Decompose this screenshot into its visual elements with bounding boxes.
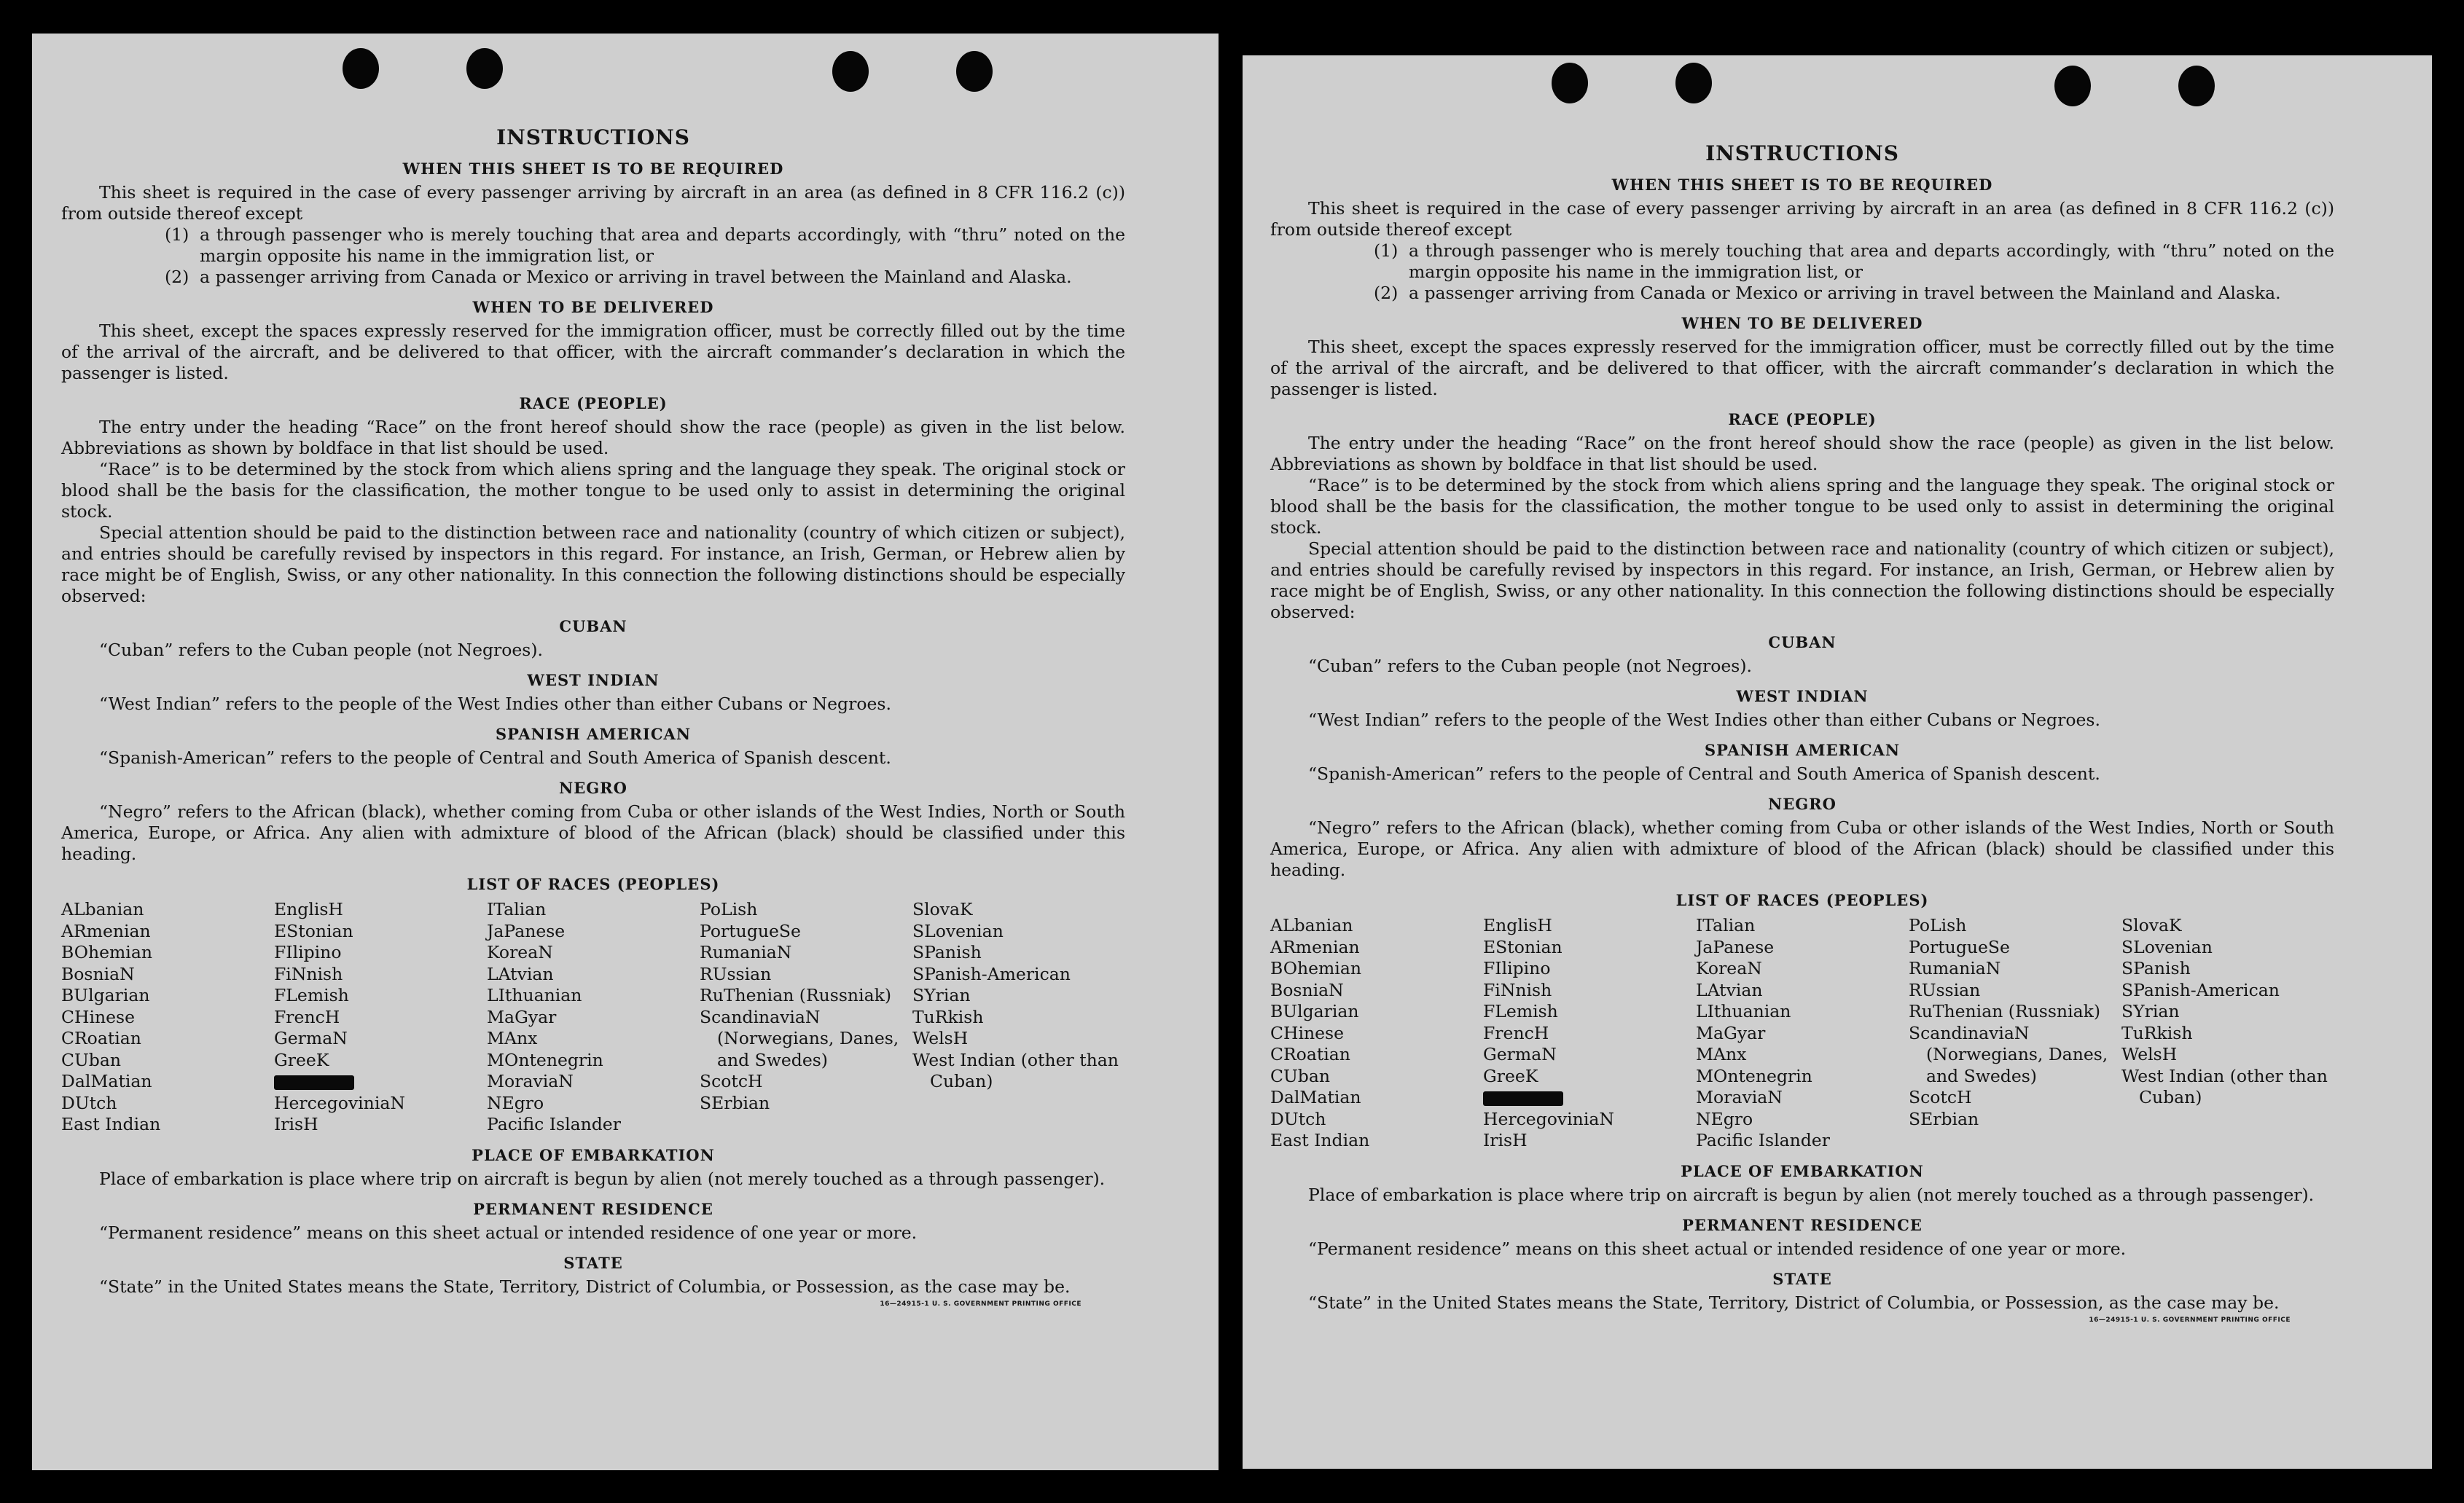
race-entry: ALbanian: [1270, 915, 1353, 935]
race-entry: EStonian: [1483, 936, 1563, 957]
race-entry: JaPanese: [1696, 936, 1775, 957]
race-column: [1270, 915, 1483, 1152]
cuban-text: “Cuban” refers to the Cuban people (not Negroes).: [99, 640, 544, 660]
delivered-heading: WHEN TO BE DELIVERED: [472, 298, 714, 316]
race-paragraph: Special attention should be paid to the distinction between race and nationality (country of which citizen or subject), and entries should be carefully revised by inspectors in this regard. For instance, an Irish, German, or Hebrew alien by race might be of English, Swiss, or any other nationality. In this connection the following distinctions should be especially observed:: [61, 522, 1125, 606]
race-entry: MoraviaN: [487, 1071, 574, 1091]
state-text: “State” in the United States means the State, Territory, District of Columbia, or Possession, as the case may be.: [99, 1276, 1071, 1297]
negro-text: “Negro” refers to the African (black), whether coming from Cuba or other islands of the West Indies, North or South America, Europe, or Africa. Any alien with admixture of blood of the African (black) should be classified under this heading.: [1270, 817, 2334, 880]
race-entry: EnglisH: [1483, 915, 1552, 935]
spanish-american-heading: SPANISH AMERICAN: [495, 725, 692, 743]
race-entry: PoLish: [1909, 915, 1967, 935]
exception-item: (1) a through passenger who is merely touching that area and departs accordingly, with “thru” noted on the margin opposite his name in the immigration list, or: [1374, 240, 2334, 282]
race-entry: RumaniaN: [700, 942, 792, 962]
instructions-body: [1270, 141, 2334, 1324]
west-indian-heading: WEST INDIAN: [527, 671, 660, 689]
race-entry: SYrian: [2121, 1001, 2180, 1021]
race-entry: MAnx: [1696, 1044, 1747, 1064]
race-entry: SPanish-American: [2121, 979, 2280, 1000]
punch-hole: [956, 51, 993, 92]
race-entry: GermaN: [1483, 1044, 1557, 1064]
printer-imprint: 16—24915-1 U. S. GOVERNMENT PRINTING OFFICE: [2089, 1316, 2291, 1324]
embarkation-text: Place of embarkation is place where trip on aircraft is begun by alien (not merely touched as a through passenger).: [1308, 1184, 2315, 1205]
exception-item: (2) a passenger arriving from Canada or Mexico or arriving in travel between the Mainland and Alaska.: [165, 267, 1072, 287]
race-column: [1696, 915, 1909, 1152]
race-entry: MAnx: [487, 1028, 538, 1048]
instructions-title: INSTRUCTIONS: [496, 125, 690, 149]
race-entry: CHinese: [1270, 1022, 1344, 1043]
race-entry: WelsH: [2121, 1044, 2178, 1064]
state-heading: STATE: [563, 1253, 623, 1272]
negro-heading: NEGRO: [1768, 795, 1837, 813]
race-entry: MOntenegrin: [1696, 1065, 1812, 1086]
race-entry: GreeK: [1483, 1065, 1538, 1086]
race-paragraph: The entry under the heading “Race” on the front hereof should show the race (people) as given in the list below. Abbreviations as shown by boldface in that list should be used.: [61, 417, 1125, 458]
race-entry: GreeK: [274, 1049, 329, 1070]
residence-heading: PERMANENT RESIDENCE: [1682, 1215, 1923, 1234]
delivered-text: This sheet, except the spaces expressly reserved for the immigration officer, must be correctly filled out by the time of the arrival of the aircraft, and be delivered to that officer, with the aircraft commander’s declaration in which the passenger is listed.: [1270, 337, 2334, 399]
race-entry: CRoatian: [1270, 1044, 1350, 1064]
embarkation-text: Place of embarkation is place where trip on aircraft is begun by alien (not merely touched as a through passenger).: [99, 1168, 1106, 1189]
race-entry: BosniaN: [61, 963, 135, 984]
race-paragraph: “Race” is to be determined by the stock from which aliens spring and the language they speak. The original stock or blood shall be the basis for the classification, the mother tongue to be used only to assist in determining the original stock.: [61, 459, 1125, 522]
race-entry: DUtch: [61, 1092, 117, 1113]
race-entry: FiNnish: [274, 963, 343, 984]
race-entry: West Indian (other than Cuban): [912, 1049, 1119, 1091]
race-heading: RACE (PEOPLE): [519, 394, 668, 412]
race-column: [1483, 915, 1696, 1152]
spanish-american-text: “Spanish-American” refers to the people of Central and South America of Spanish descent.: [99, 747, 891, 768]
redacted-entry: [1483, 1087, 1696, 1109]
punch-hole: [1675, 63, 1712, 103]
race-entry: PortugueSe: [1909, 936, 2010, 957]
west-indian-text: “West Indian” refers to the people of the West Indies other than either Cubans or Negroes.: [99, 694, 891, 714]
race-entry: DalMatian: [1270, 1087, 1361, 1107]
race-entry: PoLish: [700, 899, 758, 919]
race-column: [487, 899, 700, 1136]
spanish-american-text: “Spanish-American” refers to the people of Central and South America of Spanish descent.: [1308, 764, 2100, 784]
race-entry: JaPanese: [487, 920, 566, 941]
race-entry: NEgro: [1696, 1108, 1753, 1129]
west-indian-heading: WEST INDIAN: [1736, 687, 1869, 705]
race-entry: DalMatian: [61, 1071, 152, 1091]
race-entry: LIthuanian: [1696, 1001, 1791, 1021]
required-heading: WHEN THIS SHEET IS TO BE REQUIRED: [1611, 176, 1993, 194]
race-entry: MaGyar: [487, 1006, 557, 1027]
race-entry: TuRkish: [2121, 1022, 2193, 1043]
race-entry: PortugueSe: [700, 920, 801, 941]
negro-heading: NEGRO: [559, 779, 627, 797]
race-entry: FIlipino: [274, 942, 342, 962]
race-entry: BosniaN: [1270, 979, 1344, 1000]
spanish-american-heading: SPANISH AMERICAN: [1704, 741, 1901, 759]
race-heading: RACE (PEOPLE): [1728, 410, 1877, 428]
race-entry: ScandinaviaN (Norwegians, Danes, and Swedes): [700, 1006, 899, 1070]
race-entry: FrencH: [1483, 1022, 1549, 1043]
embarkation-heading: PLACE OF EMBARKATION: [472, 1145, 715, 1164]
race-entry: FLemish: [274, 985, 349, 1005]
required-text: This sheet is required in the case of every passenger arriving by aircraft in an area (as defined in 8 CFR 116.2 (c)) from outside thereof except: [61, 182, 1125, 224]
form-sheet-left: [32, 34, 1219, 1470]
race-list-heading: LIST OF RACES (PEOPLES): [1675, 891, 1929, 909]
residence-text: “Permanent residence” means on this sheet actual or intended residence of one year or more.: [99, 1222, 918, 1243]
race-entry: RuThenian (Russniak): [700, 985, 891, 1005]
race-entry: SlovaK: [2121, 915, 2182, 935]
punch-hole: [343, 48, 379, 89]
race-entry: FrencH: [274, 1006, 340, 1027]
instructions-title: INSTRUCTIONS: [1705, 141, 1899, 165]
race-entry: SErbian: [700, 1092, 770, 1113]
race-entry: East Indian: [61, 1114, 161, 1134]
redaction-mark: [274, 1075, 354, 1090]
punch-hole: [832, 51, 869, 92]
race-column: [274, 899, 487, 1136]
punch-hole: [1552, 63, 1588, 103]
race-column: [1909, 915, 2121, 1152]
instructions-body: [61, 125, 1125, 1308]
race-entry: ITalian: [487, 899, 547, 919]
race-paragraph: “Race” is to be determined by the stock from which aliens spring and the language they speak. The original stock or blood shall be the basis for the classification, the mother tongue to be used only to assist in determining the original stock.: [1270, 475, 2334, 538]
race-entry: LAtvian: [487, 963, 554, 984]
race-entry: Pacific Islander: [1696, 1130, 1830, 1150]
race-entry: EStonian: [274, 920, 353, 941]
race-column: [2121, 915, 2334, 1152]
punch-hole: [466, 48, 503, 89]
race-entry: SlovaK: [912, 899, 973, 919]
state-heading: STATE: [1772, 1269, 1832, 1288]
race-entry: East Indian: [1270, 1130, 1370, 1150]
negro-text: “Negro” refers to the African (black), whether coming from Cuba or other islands of the West Indies, North or South America, Europe, or Africa. Any alien with admixture of blood of the African (black) should be classified under this heading.: [61, 801, 1125, 864]
race-entry: BUlgarian: [1270, 1001, 1359, 1021]
race-entry: SYrian: [912, 985, 971, 1005]
race-entry: TuRkish: [912, 1006, 984, 1027]
race-entry: GermaN: [274, 1028, 348, 1048]
race-entry: LIthuanian: [487, 985, 582, 1005]
race-entry: ITalian: [1696, 915, 1756, 935]
race-entry: FIlipino: [1483, 958, 1551, 978]
west-indian-text: “West Indian” refers to the people of the West Indies other than either Cubans or Negroes.: [1308, 710, 2100, 730]
required-text: This sheet is required in the case of every passenger arriving by aircraft in an area (as defined in 8 CFR 116.2 (c)) from outside thereof except: [1270, 198, 2334, 240]
residence-text: “Permanent residence” means on this sheet actual or intended residence of one year or more.: [1308, 1238, 2127, 1259]
embarkation-heading: PLACE OF EMBARKATION: [1681, 1161, 1924, 1180]
race-entry: SErbian: [1909, 1108, 1979, 1129]
race-entry: CUban: [61, 1049, 121, 1070]
race-entry: SPanish: [2121, 958, 2191, 978]
race-entry: ARmenian: [1270, 936, 1360, 957]
race-entry: DUtch: [1270, 1108, 1326, 1129]
race-list: [1270, 915, 2334, 1152]
race-entry: IrisH: [274, 1114, 318, 1134]
race-entry: BOhemian: [1270, 958, 1361, 978]
residence-heading: PERMANENT RESIDENCE: [473, 1199, 713, 1218]
race-entry: MoraviaN: [1696, 1087, 1783, 1107]
race-entry: FLemish: [1483, 1001, 1558, 1021]
punch-hole: [2054, 66, 2091, 106]
race-entry: SPanish: [912, 942, 982, 962]
race-entry: Pacific Islander: [487, 1114, 621, 1134]
race-list: [61, 899, 1125, 1136]
race-column: [912, 899, 1125, 1136]
race-entry: RumaniaN: [1909, 958, 2001, 978]
race-entry: SLovenian: [2121, 936, 2213, 957]
race-entry: ScandinaviaN (Norwegians, Danes, and Swedes): [1909, 1022, 2108, 1086]
race-entry: CRoatian: [61, 1028, 141, 1048]
race-entry: SPanish-American: [912, 963, 1071, 984]
race-entry: MaGyar: [1696, 1022, 1766, 1043]
race-entry: ScotcH: [1909, 1087, 1972, 1107]
race-entry: HercegoviniaN: [1483, 1108, 1614, 1129]
cuban-text: “Cuban” refers to the Cuban people (not Negroes).: [1308, 656, 1753, 676]
race-entry: MOntenegrin: [487, 1049, 603, 1070]
race-column: [61, 899, 274, 1136]
form-sheet-right: [1243, 55, 2432, 1469]
race-entry: RuThenian (Russniak): [1909, 1001, 2100, 1021]
race-entry: NEgro: [487, 1092, 544, 1113]
race-entry: CHinese: [61, 1006, 135, 1027]
redacted-entry: [274, 1071, 487, 1093]
race-entry: SLovenian: [912, 920, 1004, 941]
race-entry: WelsH: [912, 1028, 969, 1048]
punch-hole: [2178, 66, 2215, 106]
race-entry: RUssian: [1909, 979, 1981, 1000]
race-entry: ARmenian: [61, 920, 151, 941]
race-entry: BOhemian: [61, 942, 152, 962]
race-entry: FiNnish: [1483, 979, 1552, 1000]
printer-imprint: 16—24915-1 U. S. GOVERNMENT PRINTING OFFICE: [880, 1300, 1082, 1308]
required-heading: WHEN THIS SHEET IS TO BE REQUIRED: [402, 160, 784, 178]
race-entry: CUban: [1270, 1065, 1330, 1086]
race-paragraph: Special attention should be paid to the distinction between race and nationality (country of which citizen or subject), and entries should be carefully revised by inspectors in this regard. For instance, an Irish, German, or Hebrew alien by race might be of English, Swiss, or any other nationality. In this connection the following distinctions should be especially observed:: [1270, 538, 2334, 622]
race-entry: KoreaN: [487, 942, 553, 962]
exception-item: (2) a passenger arriving from Canada or Mexico or arriving in travel between the Mainland and Alaska.: [1374, 283, 2281, 303]
race-entry: RUssian: [700, 963, 772, 984]
state-text: “State” in the United States means the State, Territory, District of Columbia, or Possession, as the case may be.: [1308, 1292, 2280, 1313]
cuban-heading: CUBAN: [559, 617, 627, 635]
exception-item: (1) a through passenger who is merely touching that area and departs accordingly, with “thru” noted on the margin opposite his name in the immigration list, or: [165, 224, 1125, 266]
race-entry: ALbanian: [61, 899, 144, 919]
race-list-heading: LIST OF RACES (PEOPLES): [466, 875, 720, 893]
race-paragraph: The entry under the heading “Race” on the front hereof should show the race (people) as given in the list below. Abbreviations as shown by boldface in that list should be used.: [1270, 433, 2334, 474]
race-entry: HercegoviniaN: [274, 1092, 405, 1113]
race-entry: BUlgarian: [61, 985, 150, 1005]
delivered-text: This sheet, except the spaces expressly reserved for the immigration officer, must be correctly filled out by the time of the arrival of the aircraft, and be delivered to that officer, with the aircraft commander’s declaration in which the passenger is listed.: [61, 321, 1125, 383]
race-entry: IrisH: [1483, 1130, 1528, 1150]
redaction-mark: [1483, 1091, 1563, 1106]
delivered-heading: WHEN TO BE DELIVERED: [1681, 314, 1923, 332]
race-entry: West Indian (other than Cuban): [2121, 1065, 2328, 1107]
cuban-heading: CUBAN: [1768, 633, 1837, 651]
race-entry: ScotcH: [700, 1071, 763, 1091]
race-entry: EnglisH: [274, 899, 343, 919]
race-entry: KoreaN: [1696, 958, 1762, 978]
race-column: [700, 899, 912, 1136]
race-entry: LAtvian: [1696, 979, 1763, 1000]
